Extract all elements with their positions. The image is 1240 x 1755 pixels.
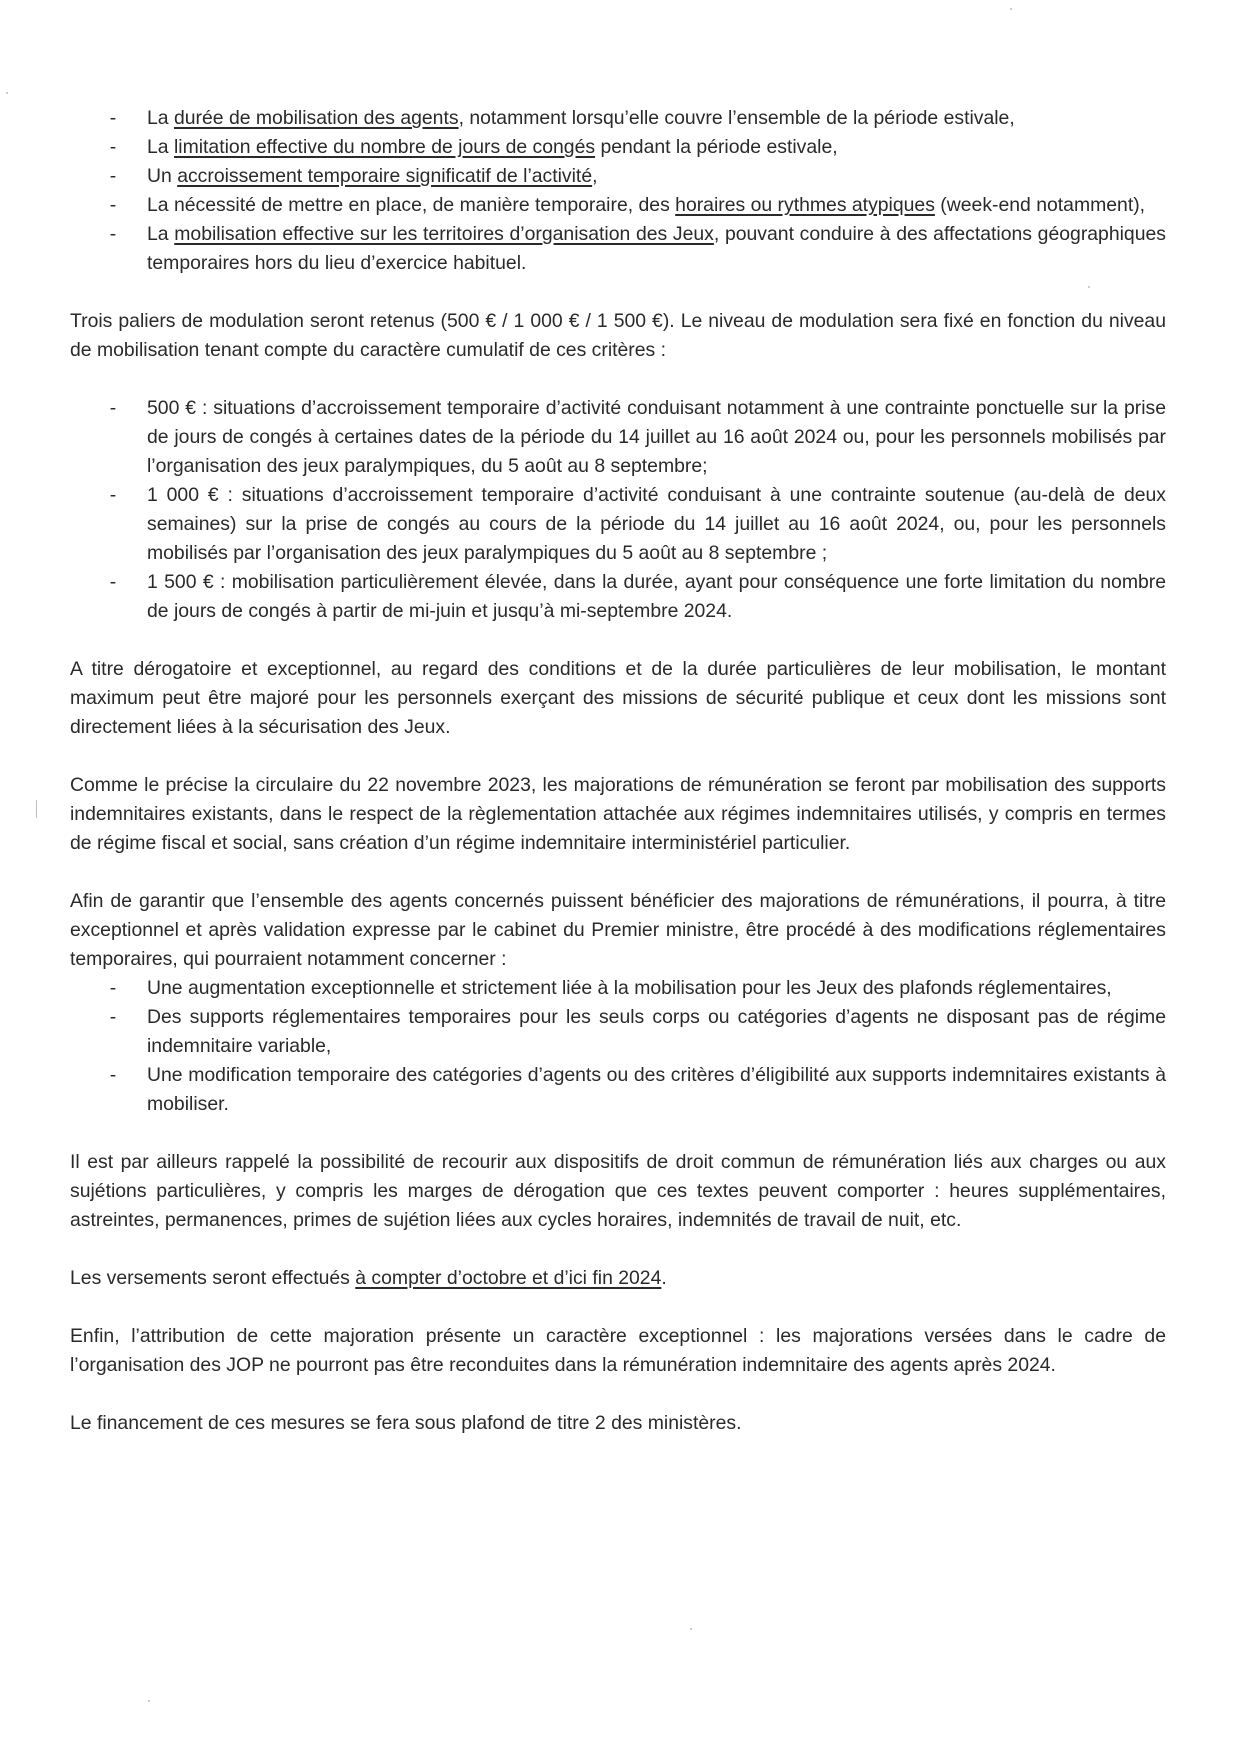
dash-bullet-icon: - xyxy=(109,1006,117,1028)
modifications-intro-paragraph: Afin de garantir que l’ensemble des agents concernés puissent bénéficier des majorations de rémunérations, il pourra, à titre exceptionnel et après validation expresse par le cabinet du Premier ministre, être procédé à des modifications réglementaires temporaires, qui pourraient notamment concerner : xyxy=(70,890,1166,970)
scan-noise xyxy=(148,1700,150,1702)
tiers-intro-paragraph: Trois paliers de modulation seront retenus (500 € / 1 000 € / 1 500 €). Le niveau de modulation sera fixé en fonction du niveau de mobilisation tenant compte du caractère cumulatif de ces critères : xyxy=(70,310,1166,361)
emphasis-underline: horaires ou rythmes atypiques xyxy=(675,194,935,216)
dash-bullet-icon: - xyxy=(109,977,117,999)
emphasis-underline: à compter d’octobre et d’ici fin 2024 xyxy=(355,1267,662,1289)
tiers-list xyxy=(70,394,1166,626)
dash-bullet-icon: - xyxy=(109,1064,117,1086)
emphasis-underline: accroissement temporaire significatif de l’activité xyxy=(177,165,593,187)
exceptionnel-paragraph: Enfin, l’attribution de cette majoration présente un caractère exceptionnel : les majorations versées dans le cadre de l’organisation des JOP ne pourront pas être reconduites dans la rémunération indemnitaire des agents après 2024. xyxy=(70,1325,1166,1376)
scan-noise xyxy=(690,1628,692,1630)
scan-noise xyxy=(36,800,37,818)
list-item: - Des supports réglementaires temporaires pour les seuls corps ou catégories d’agents ne disposant pas de régime indemnitaire variable, xyxy=(70,1003,1166,1061)
dash-bullet-icon: - xyxy=(109,194,117,216)
dash-bullet-icon: - xyxy=(109,107,117,129)
emphasis-underline: limitation effective du nombre de jours de congés xyxy=(173,136,596,158)
scan-noise xyxy=(1088,286,1090,288)
document-page xyxy=(70,104,1166,1438)
dash-bullet-icon: - xyxy=(109,397,117,419)
droit-commun-paragraph: Il est par ailleurs rappelé la possibilité de recourir aux dispositifs de droit commun de rémunération liés aux charges ou aux sujétions particulières, y compris les marges de dérogation que ces textes peuvent comporter : heures supplémentaires, astreintes, permanences, primes de sujétion liées aux cycles horaires, indemnités de travail de nuit, etc. xyxy=(70,1151,1166,1231)
list-item: - Un accroissement temporaire significatif de l’activité, xyxy=(70,162,1166,191)
list-item: - La mobilisation effective sur les territoires d’organisation des Jeux, pouvant conduire à des affectations géographiques temporaires hors du lieu d’exercice habituel. xyxy=(70,220,1166,278)
list-item: - 500 € : situations d’accroissement temporaire d’activité conduisant notamment à une contrainte ponctuelle sur la prise de jours de congés à certaines dates de la période du 14 juillet au 16 août 2024 ou, pour les personnels mobilisés par l’organisation des jeux paralympiques, du 5 août au 8 septembre; xyxy=(70,394,1166,481)
dash-bullet-icon: - xyxy=(109,136,117,158)
dash-bullet-icon: - xyxy=(109,165,117,187)
derogation-paragraph: A titre dérogatoire et exceptionnel, au regard des conditions et de la durée particulières de leur mobilisation, le montant maximum peut être majoré pour les personnels exerçant des missions de sécurité publique et ceux dont les missions sont directement liées à la sécurisation des Jeux. xyxy=(70,658,1166,738)
list-item: - La nécessité de mettre en place, de manière temporaire, des horaires ou rythmes atypiques (week-end notamment), xyxy=(70,191,1166,220)
modifications-list xyxy=(70,974,1166,1119)
criteria-list xyxy=(70,104,1166,278)
scan-noise xyxy=(6,92,8,94)
versements-paragraph: Les versements seront effectués à compter d’octobre et d’ici fin 2024. xyxy=(70,1267,667,1289)
dash-bullet-icon: - xyxy=(109,571,117,593)
list-item: - Une augmentation exceptionnelle et strictement liée à la mobilisation pour les Jeux des plafonds réglementaires, xyxy=(70,974,1166,1003)
dash-bullet-icon: - xyxy=(109,484,117,506)
financement-paragraph: Le financement de ces mesures se fera sous plafond de titre 2 des ministères. xyxy=(70,1412,742,1434)
emphasis-underline: mobilisation effective sur les territoires d’organisation des Jeux xyxy=(174,223,714,245)
circulaire-paragraph: Comme le précise la circulaire du 22 novembre 2023, les majorations de rémunération se feront par mobilisation des supports indemnitaires existants, dans le respect de la règlementation attachée aux régimes indemnitaires utilisés, y compris en termes de régime fiscal et social, sans création d’un régime indemnitaire interministériel particulier. xyxy=(70,774,1166,854)
dash-bullet-icon: - xyxy=(109,223,117,245)
list-item: - 1 000 € : situations d’accroissement temporaire d’activité conduisant à une contrainte soutenue (au-delà de deux semaines) sur la prise de congés au cours de la période du 14 juillet au 16 août 2024, ou, pour les personnels mobilisés par l’organisation des jeux paralympiques du 5 août au 8 septembre ; xyxy=(70,481,1166,568)
list-item: - Une modification temporaire des catégories d’agents ou des critères d’éligibilité aux supports indemnitaires existants à mobiliser. xyxy=(70,1061,1166,1119)
list-item: - La limitation effective du nombre de jours de congés pendant la période estivale, xyxy=(70,133,1166,162)
scan-noise xyxy=(1010,8,1012,10)
list-item: - La durée de mobilisation des agents, notamment lorsqu’elle couvre l’ensemble de la période estivale, xyxy=(70,104,1166,133)
list-item: - 1 500 € : mobilisation particulièrement élevée, dans la durée, ayant pour conséquence une forte limitation du nombre de jours de congés à partir de mi-juin et jusqu’à mi-septembre 2024. xyxy=(70,568,1166,626)
emphasis-underline: durée de mobilisation des agents xyxy=(173,107,459,129)
